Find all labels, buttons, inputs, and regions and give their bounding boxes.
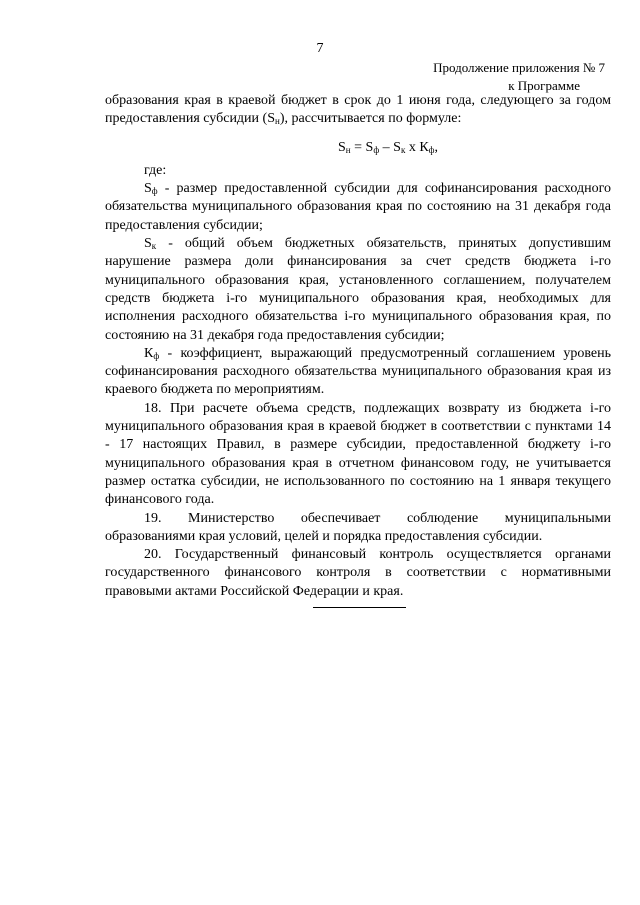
document-body: [105, 92, 611, 601]
where-label: где:: [144, 162, 167, 178]
appendix-label: Продолжение приложения № 7: [433, 60, 605, 75]
definition-sk: $S_к$ - общий объем бюджетных обязательств, принятых допустившим нарушение размера доли финансирования за счет средств бюджета i-го муниципального образования края, установленного соглашением, получателем средств бюджета i-го муниципального образования края, необходимых для исполнения расходного обязательства i-го муниципального образования края, по состоянию на 31 декабря года предоставления субсидии;: [105, 236, 611, 343]
intro-paragraph: образования края в краевой бюджет в срок до 1 июня года, следующего за годом предоставления субсидии $(S_н)$, рассчитывается по формуле:: [105, 93, 611, 127]
item-19: 19. Министерство обеспечивает соблюдение муниципальными образованиями края условий, целей и порядка предоставления субсидии.: [105, 510, 611, 544]
definition-sf: $S_ф$ - размер предоставленной субсидии для софинансирования расходного обязательства муниципального образования края по состоянию на 31 декабря года предоставления субсидии;: [105, 181, 611, 233]
definition-kf: $К_ф$ - коэффициент, выражающий предусмотренный соглашением уровень софинансирования расходного обязательства муниципального образования края из краевого бюджета по мероприятиям.: [105, 345, 611, 398]
program-label: к Программе: [508, 78, 580, 93]
item-18: 18. При расчете объема средств, подлежащих возврату из бюджета i-го муниципального образования края в краевой бюджет в соответствии с пунктами 14 - 17 настоящих Правил, в размере субсидии, предоставленной бюджету i-го муниципального образования края в отчетном финансовом году, не учитывается размер остатка субсидии, не использованного по состоянию на 1 января текущего финансового года.: [105, 400, 611, 508]
item-20: 20. Государственный финансовый контроль осуществляется органами государственного финансового контроля в соответствии с нормативными правовыми актами Российской Федерации и края.: [105, 547, 611, 599]
end-separator-line: [313, 607, 406, 608]
page-number: 7: [316, 41, 324, 56]
formula: $S_н = S_ф - S_к$ х $К_ф$,: [337, 139, 439, 155]
